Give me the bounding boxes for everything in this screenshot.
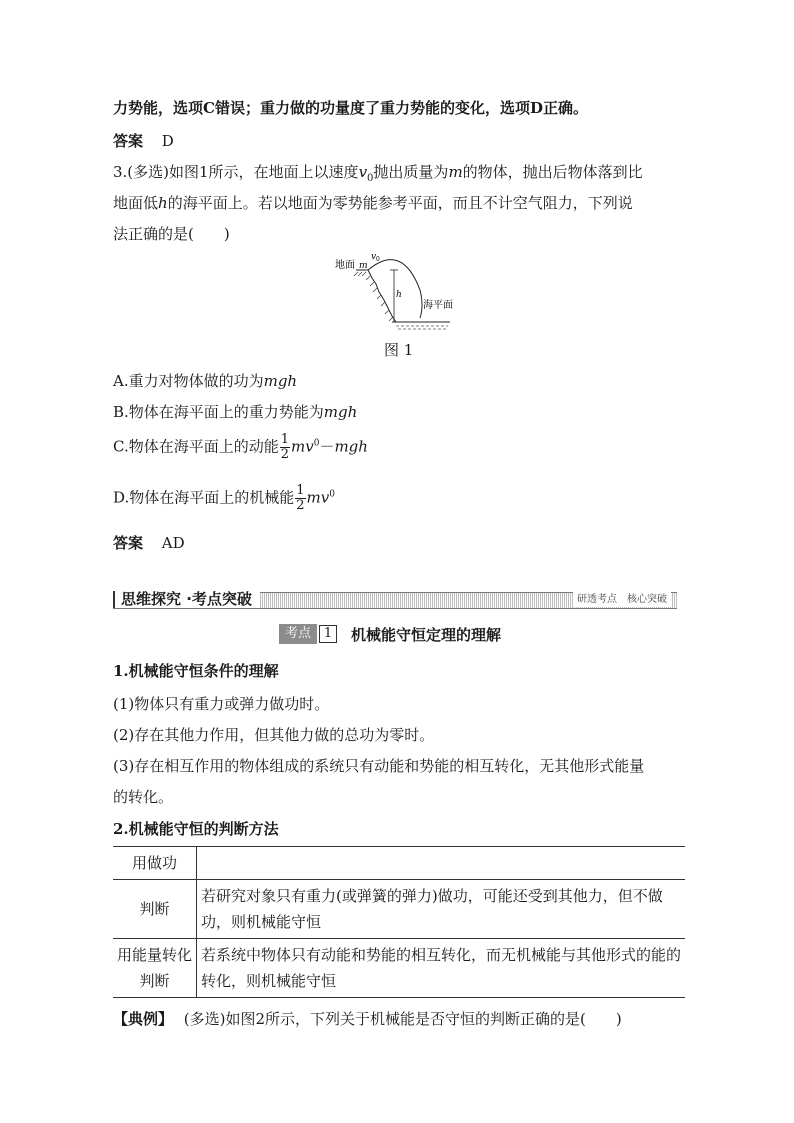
point-1-item-3: (3)存在相互作用的物体组成的系统只有动能和势能的相互转化，无其他形式能量 bbox=[113, 757, 645, 775]
option-a-math: mgh bbox=[263, 372, 298, 390]
option-c-text: C.物体在海平面上的动能 bbox=[113, 437, 279, 456]
option-b-math: mgh bbox=[323, 403, 358, 421]
point-1-item-3-cont: 的转化。 bbox=[113, 788, 174, 806]
badge-title: 机械能守恒定理的理解 bbox=[351, 625, 502, 644]
label-v0-sub: 0 bbox=[376, 256, 380, 263]
label-v0: v bbox=[371, 252, 377, 262]
cliff-edge bbox=[356, 270, 396, 322]
option-a bbox=[113, 370, 297, 391]
figure-1-diagram bbox=[334, 250, 464, 330]
section-banner bbox=[113, 592, 677, 611]
q3-text-d: 地面低 bbox=[113, 194, 159, 212]
option-c-minus: － bbox=[319, 437, 335, 456]
example-text: (多选)如图2所示，下列关于机械能是否守恒的判断正确的是( ) bbox=[183, 1010, 622, 1028]
v0-symbol: v bbox=[358, 163, 368, 181]
option-a-text: A.重力对物体做的功为 bbox=[113, 372, 264, 390]
option-c-mv: mv bbox=[291, 437, 314, 456]
badge-label: 考点 bbox=[279, 624, 317, 644]
question-3-line-1 bbox=[113, 161, 643, 184]
section-title: 思维探究 ·考点突破 bbox=[113, 591, 260, 608]
option-d-numerator: 1 bbox=[296, 483, 305, 498]
badge-number: 1 bbox=[319, 625, 337, 643]
table-cell-method: 用做功 bbox=[113, 847, 197, 880]
top-line: 力势能，选项C错误；重力做的功量度了重力势能的变化，选项D正确。 bbox=[113, 99, 588, 117]
option-d-denominator: 2 bbox=[296, 498, 305, 513]
label-m: m bbox=[359, 261, 368, 271]
label-ground: 地面 bbox=[335, 260, 355, 271]
point-1-heading: 1.机械能守恒条件的理解 bbox=[113, 662, 279, 680]
answer-2 bbox=[113, 532, 185, 553]
option-c-fraction bbox=[280, 433, 290, 462]
question-3-line-3: 法正确的是( ) bbox=[113, 225, 230, 243]
label-h: h bbox=[396, 290, 402, 300]
table-cell-desc bbox=[197, 847, 686, 880]
section-subtitle: 研透考点 核心突破 bbox=[573, 592, 671, 607]
option-c-mgh: mgh bbox=[334, 437, 368, 456]
mass-symbol: m bbox=[448, 163, 463, 181]
point-2-heading: 2.机械能守恒的判断方法 bbox=[113, 820, 279, 838]
answer-label: 答案 bbox=[113, 132, 144, 150]
answer-2-label: 答案 bbox=[113, 534, 144, 552]
option-d-fraction bbox=[295, 484, 305, 513]
option-d bbox=[113, 484, 335, 513]
figure-1 bbox=[334, 250, 464, 330]
option-d-text: D.物体在海平面上的机械能 bbox=[113, 488, 295, 507]
table-cell-method: 用能量转化判断 bbox=[113, 939, 197, 998]
q3-text-b: 抛出质量为 bbox=[373, 163, 449, 181]
example-label: 【典例】 bbox=[113, 1010, 174, 1028]
answer-value: D bbox=[161, 132, 174, 150]
option-c-numerator: 1 bbox=[280, 432, 289, 447]
example-line bbox=[113, 1008, 622, 1029]
table-cell-desc: 若研究对象只有重力(或弹簧的弹力)做功，可能还受到其他力，但不做功，则机械能守恒 bbox=[197, 880, 686, 939]
option-b bbox=[113, 401, 357, 422]
topic-badge bbox=[279, 624, 501, 644]
v0-subscript: 0 bbox=[367, 173, 374, 184]
option-b-text: B.物体在海平面上的重力势能为 bbox=[113, 403, 324, 421]
answer-2-value: AD bbox=[161, 534, 185, 552]
option-d-mv: mv bbox=[306, 488, 330, 507]
figure-1-caption: 图 1 bbox=[384, 341, 414, 359]
option-c bbox=[113, 433, 368, 462]
label-sea: 海平面 bbox=[423, 300, 453, 311]
q3-text-c: 的物体，抛出后物体落到比 bbox=[462, 163, 643, 181]
point-1-item-1: (1)物体只有重力或弹力做功时。 bbox=[113, 695, 330, 713]
q3-text-e: 的海平面上。若以地面为零势能参考平面，而且不计空气阻力，下列说 bbox=[167, 194, 633, 212]
point-1-item-2: (2)存在其他力作用，但其他力做的总功为零时。 bbox=[113, 726, 435, 744]
judge-table bbox=[113, 846, 685, 998]
table-row bbox=[113, 939, 685, 998]
table-row bbox=[113, 847, 685, 880]
question-3-line-2 bbox=[113, 192, 633, 213]
height-symbol: h bbox=[158, 194, 168, 212]
table-cell-desc: 若系统中物体只有动能和势能的相互转化，而无机械能与其他形式的能的转化，则机械能守恒 bbox=[197, 939, 686, 998]
table-row bbox=[113, 880, 685, 939]
answer-1 bbox=[113, 130, 174, 151]
option-d-sup: 0 bbox=[329, 489, 335, 500]
table-cell-method: 判断 bbox=[113, 880, 197, 939]
option-c-sup: 0 bbox=[313, 438, 320, 449]
option-c-denominator: 2 bbox=[280, 447, 289, 462]
q3-text-a: 3.(多选)如图1所示，在地面上以速度 bbox=[113, 163, 359, 181]
